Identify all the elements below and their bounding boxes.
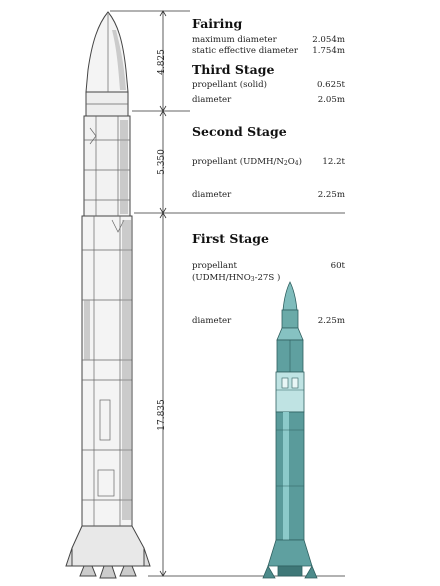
fairing-max-diameter-value: 2.054m bbox=[312, 35, 345, 45]
first-stage-title: First Stage bbox=[192, 231, 269, 246]
fairing-static-diameter-label: static effective diameter bbox=[192, 46, 298, 56]
second-stage-propellant-label: propellant $(UDMH/N_2O_4)$ bbox=[192, 157, 302, 167]
dimension-fairing-label: 4.825 bbox=[157, 49, 167, 75]
second-stage-title: Second Stage bbox=[192, 124, 287, 139]
third-stage-propellant-label: propellant (solid) bbox=[192, 80, 267, 90]
line-drawing-rocket bbox=[66, 12, 150, 578]
third-stage-diameter-label: diameter bbox=[192, 95, 232, 105]
dimension-second-stage-label: 5.350 bbox=[157, 149, 167, 175]
first-stage-diameter-value: 2.25m bbox=[317, 316, 345, 326]
first-stage-propellant-formula: ($UDMH/HNO_3-27S$ ) bbox=[192, 273, 281, 283]
third-stage-title: Third Stage bbox=[192, 62, 275, 77]
third-stage-diameter-value: 2.05m bbox=[317, 95, 345, 105]
third-stage-propellant-value: 0.625t bbox=[316, 80, 345, 90]
fairing-static-diameter-value: 1.754m bbox=[312, 46, 345, 56]
fairing-title: Fairing bbox=[192, 16, 243, 31]
fairing-max-diameter-label: maximum diameter bbox=[192, 35, 277, 45]
dimension-first-stage-label: 17.835 bbox=[157, 399, 167, 431]
first-stage-diameter-label: diameter bbox=[192, 316, 232, 326]
second-stage-propellant-value: 12.2t bbox=[322, 157, 345, 167]
second-stage-diameter-label: diameter bbox=[192, 190, 232, 200]
first-stage-propellant-value: 60t bbox=[330, 261, 345, 271]
first-stage-propellant-label: propellant bbox=[192, 261, 237, 271]
second-stage-diameter-value: 2.25m bbox=[317, 190, 345, 200]
